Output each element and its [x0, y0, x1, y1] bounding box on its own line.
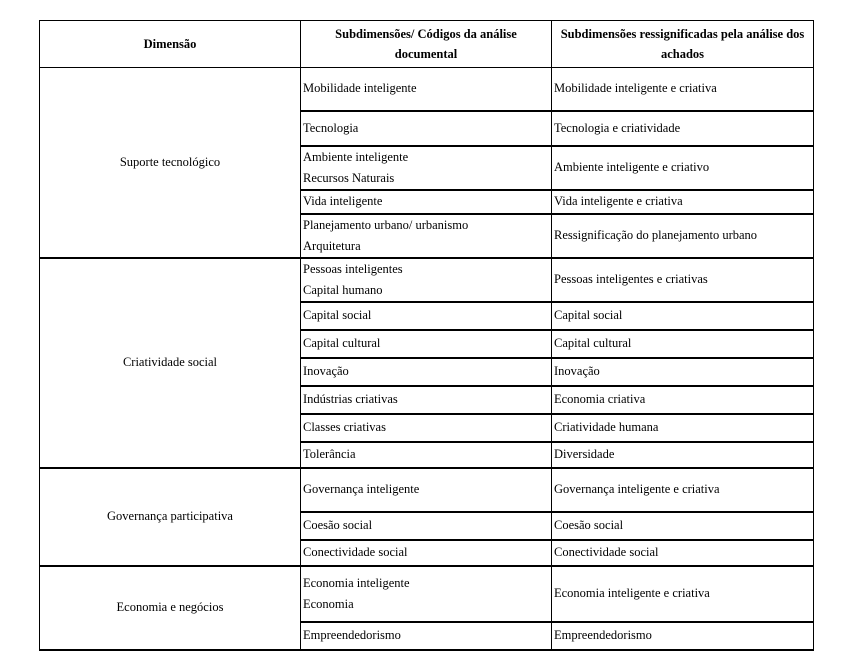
table-body [40, 68, 814, 650]
resignified-cell: Ambiente inteligente e criativo [552, 146, 814, 190]
table-row [40, 68, 814, 111]
resignified-cell: Ressignificação do planejamento urbano [552, 214, 814, 258]
codes-cell [301, 111, 552, 146]
code-line: Planejamento urbano/ urbanismo [303, 217, 469, 232]
header-resignified: Subdimensões ressignificadas pela análise dos achados [552, 21, 814, 68]
header-codes: Subdimensões/ Códigos da análise documental [301, 21, 552, 68]
codes-cell [301, 190, 552, 214]
code-line: Inovação [303, 364, 349, 378]
resignified-cell: Economia inteligente e criativa [552, 566, 814, 622]
resignified-cell: Coesão social [552, 512, 814, 540]
codes-cell [301, 146, 552, 190]
codes-cell [301, 258, 552, 302]
codes-cell [301, 302, 552, 330]
dimensions-table [39, 20, 814, 651]
codes-cell [301, 566, 552, 622]
codes-cell [301, 468, 552, 512]
dimension-cell: Suporte tecnológico [40, 68, 301, 258]
header-dimension: Dimensão [40, 21, 301, 68]
table-row [40, 468, 814, 512]
code-line: Conectividade social [303, 545, 408, 559]
codes-cell [301, 622, 552, 650]
code-line: Classes criativas [303, 420, 386, 434]
code-line: Mobilidade inteligente [303, 81, 417, 96]
resignified-cell: Capital social [552, 302, 814, 330]
table-header-row [40, 21, 814, 68]
resignified-cell: Mobilidade inteligente e criativa [552, 68, 814, 111]
code-line: Governança inteligente [303, 482, 420, 496]
code-line: Economia [303, 596, 354, 611]
code-line: Vida inteligente [303, 194, 383, 208]
dimension-cell: Criatividade social [40, 258, 301, 468]
codes-cell [301, 540, 552, 566]
resignified-cell: Empreendedorismo [552, 622, 814, 650]
code-line: Capital humano [303, 282, 383, 297]
resignified-cell: Inovação [552, 358, 814, 386]
code-line: Arquitetura [303, 238, 361, 253]
dimension-cell: Economia e negócios [40, 566, 301, 650]
dimension-cell: Governança participativa [40, 468, 301, 566]
codes-cell [301, 214, 552, 258]
codes-cell [301, 512, 552, 540]
code-line: Economia inteligente [303, 575, 410, 590]
code-line: Empreendedorismo [303, 628, 401, 642]
codes-cell [301, 386, 552, 414]
table-row [40, 258, 814, 302]
resignified-cell: Criatividade humana [552, 414, 814, 442]
resignified-cell: Pessoas inteligentes e criativas [552, 258, 814, 302]
codes-cell [301, 414, 552, 442]
resignified-cell: Economia criativa [552, 386, 814, 414]
codes-cell [301, 330, 552, 358]
codes-cell [301, 442, 552, 468]
code-line: Ambiente inteligente [303, 149, 409, 164]
resignified-cell: Conectividade social [552, 540, 814, 566]
codes-cell [301, 68, 552, 111]
code-line: Indústrias criativas [303, 392, 398, 406]
code-line: Capital cultural [303, 336, 381, 350]
code-line: Capital social [303, 308, 372, 322]
resignified-cell: Governança inteligente e criativa [552, 468, 814, 512]
resignified-cell: Diversidade [552, 442, 814, 468]
table-row [40, 566, 814, 622]
codes-cell [301, 358, 552, 386]
code-line: Coesão social [303, 518, 373, 532]
code-line: Pessoas inteligentes [303, 261, 403, 276]
code-line: Tecnologia [303, 120, 359, 135]
resignified-cell: Tecnologia e criatividade [552, 111, 814, 146]
resignified-cell: Capital cultural [552, 330, 814, 358]
resignified-cell: Vida inteligente e criativa [552, 190, 814, 214]
code-line: Tolerância [303, 447, 356, 461]
code-line: Recursos Naturais [303, 170, 395, 185]
